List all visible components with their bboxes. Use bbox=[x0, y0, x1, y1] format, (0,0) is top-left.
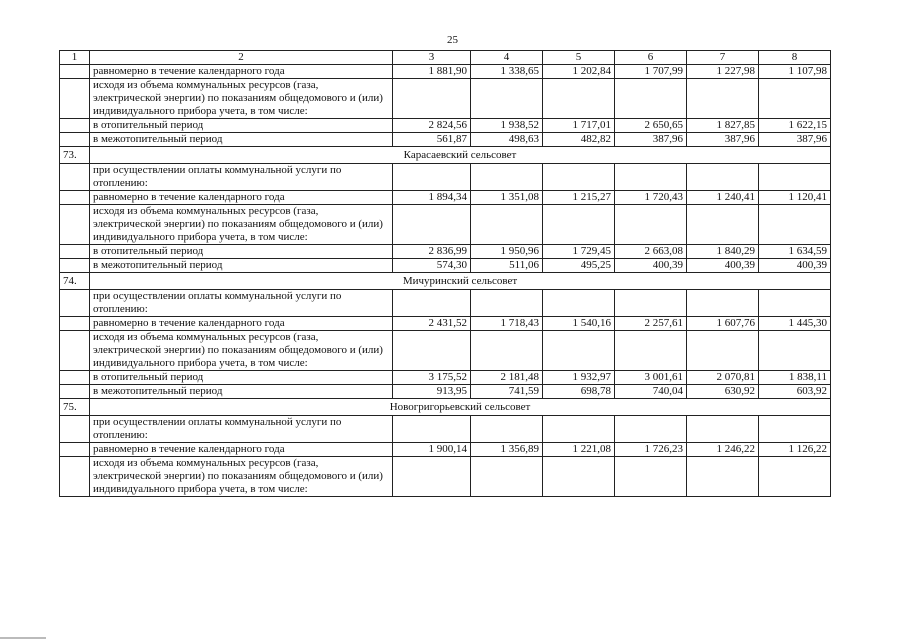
value-cell: 1 215,27 bbox=[543, 191, 615, 205]
value-cell bbox=[759, 457, 831, 497]
value-cell: 913,95 bbox=[393, 385, 471, 399]
value-cell bbox=[471, 416, 543, 443]
section-number: 73. bbox=[60, 147, 90, 164]
value-cell: 1 351,08 bbox=[471, 191, 543, 205]
table-row-description bbox=[60, 290, 831, 317]
row-number-cell bbox=[60, 259, 90, 273]
value-cell bbox=[543, 164, 615, 191]
row-number-cell bbox=[60, 133, 90, 147]
value-cell: 1 938,52 bbox=[471, 119, 543, 133]
section-row bbox=[60, 147, 831, 164]
value-cell bbox=[471, 331, 543, 371]
value-cell bbox=[615, 290, 687, 317]
table-row-description bbox=[60, 205, 831, 245]
value-cell: 741,59 bbox=[471, 385, 543, 399]
value-cell: 1 202,84 bbox=[543, 65, 615, 79]
value-cell: 603,92 bbox=[759, 385, 831, 399]
column-number: 6 bbox=[615, 51, 687, 65]
column-number: 7 bbox=[687, 51, 759, 65]
row-label: в отопительный период bbox=[90, 119, 393, 133]
value-cell: 1 900,14 bbox=[393, 443, 471, 457]
value-cell bbox=[687, 416, 759, 443]
row-number-cell bbox=[60, 317, 90, 331]
value-cell: 2 431,52 bbox=[393, 317, 471, 331]
row-number-cell bbox=[60, 205, 90, 245]
row-label: равномерно в течение календарного года bbox=[90, 317, 393, 331]
value-cell: 2 070,81 bbox=[687, 371, 759, 385]
value-cell bbox=[687, 290, 759, 317]
row-number-cell bbox=[60, 79, 90, 119]
value-cell: 630,92 bbox=[687, 385, 759, 399]
value-cell bbox=[471, 164, 543, 191]
value-cell bbox=[759, 164, 831, 191]
row-label: равномерно в течение календарного года bbox=[90, 443, 393, 457]
row-label: при осуществлении оплаты коммунальной услуги по отоплению: bbox=[90, 290, 393, 317]
value-cell: 495,25 bbox=[543, 259, 615, 273]
value-cell: 2 650,65 bbox=[615, 119, 687, 133]
row-number-cell bbox=[60, 65, 90, 79]
value-cell bbox=[687, 331, 759, 371]
value-cell: 1 729,45 bbox=[543, 245, 615, 259]
table-row bbox=[60, 119, 831, 133]
value-cell: 3 001,61 bbox=[615, 371, 687, 385]
row-label: при осуществлении оплаты коммунальной услуги по отоплению: bbox=[90, 164, 393, 191]
value-cell: 1 540,16 bbox=[543, 317, 615, 331]
value-cell: 1 227,98 bbox=[687, 65, 759, 79]
value-cell: 1 707,99 bbox=[615, 65, 687, 79]
value-cell bbox=[393, 79, 471, 119]
value-cell: 498,63 bbox=[471, 133, 543, 147]
value-cell bbox=[471, 290, 543, 317]
value-cell: 2 181,48 bbox=[471, 371, 543, 385]
value-cell: 1 120,41 bbox=[759, 191, 831, 205]
value-cell: 1 950,96 bbox=[471, 245, 543, 259]
row-label: равномерно в течение календарного года bbox=[90, 191, 393, 205]
column-number: 5 bbox=[543, 51, 615, 65]
value-cell bbox=[393, 164, 471, 191]
value-cell bbox=[393, 331, 471, 371]
section-title: Новогригорьевский сельсовет bbox=[90, 399, 831, 416]
section-row bbox=[60, 273, 831, 290]
row-label: в межотопительный период bbox=[90, 133, 393, 147]
value-cell: 1 726,23 bbox=[615, 443, 687, 457]
column-number: 8 bbox=[759, 51, 831, 65]
value-cell: 482,82 bbox=[543, 133, 615, 147]
table-row bbox=[60, 65, 831, 79]
column-number: 3 bbox=[393, 51, 471, 65]
value-cell: 1 881,90 bbox=[393, 65, 471, 79]
value-cell: 1 827,85 bbox=[687, 119, 759, 133]
value-cell bbox=[615, 205, 687, 245]
table-row-description bbox=[60, 416, 831, 443]
table-row bbox=[60, 259, 831, 273]
value-cell: 387,96 bbox=[759, 133, 831, 147]
row-number-cell bbox=[60, 385, 90, 399]
value-cell: 1 338,65 bbox=[471, 65, 543, 79]
row-number-cell bbox=[60, 191, 90, 205]
column-number: 2 bbox=[90, 51, 393, 65]
row-label: исходя из объема коммунальных ресурсов (газа, электрической энергии) по показаниям общедомового и (или) индивидуального прибора учета, в том числе: bbox=[90, 205, 393, 245]
value-cell: 1 126,22 bbox=[759, 443, 831, 457]
value-cell bbox=[615, 79, 687, 119]
value-cell bbox=[687, 79, 759, 119]
value-cell bbox=[759, 205, 831, 245]
value-cell: 1 356,89 bbox=[471, 443, 543, 457]
value-cell: 400,39 bbox=[615, 259, 687, 273]
value-cell bbox=[687, 205, 759, 245]
row-label: в межотопительный период bbox=[90, 259, 393, 273]
value-cell: 1 720,43 bbox=[615, 191, 687, 205]
value-cell bbox=[615, 331, 687, 371]
value-cell: 3 175,52 bbox=[393, 371, 471, 385]
value-cell: 2 663,08 bbox=[615, 245, 687, 259]
value-cell: 698,78 bbox=[543, 385, 615, 399]
value-cell: 1 240,41 bbox=[687, 191, 759, 205]
value-cell bbox=[471, 79, 543, 119]
value-cell: 400,39 bbox=[687, 259, 759, 273]
value-cell bbox=[759, 79, 831, 119]
table-row bbox=[60, 371, 831, 385]
value-cell: 2 257,61 bbox=[615, 317, 687, 331]
section-number: 75. bbox=[60, 399, 90, 416]
value-cell bbox=[543, 79, 615, 119]
value-cell: 1 838,11 bbox=[759, 371, 831, 385]
value-cell bbox=[687, 457, 759, 497]
value-cell bbox=[471, 205, 543, 245]
column-number: 4 bbox=[471, 51, 543, 65]
value-cell: 1 717,01 bbox=[543, 119, 615, 133]
section-number: 74. bbox=[60, 273, 90, 290]
value-cell: 1 622,15 bbox=[759, 119, 831, 133]
value-cell: 574,30 bbox=[393, 259, 471, 273]
row-label: исходя из объема коммунальных ресурсов (газа, электрической энергии) по показаниям общедомового и (или) индивидуального прибора учета, в том числе: bbox=[90, 457, 393, 497]
table-body bbox=[60, 51, 831, 497]
value-cell bbox=[393, 457, 471, 497]
value-cell: 1 246,22 bbox=[687, 443, 759, 457]
value-cell bbox=[393, 290, 471, 317]
row-label: в межотопительный период bbox=[90, 385, 393, 399]
value-cell bbox=[471, 457, 543, 497]
value-cell bbox=[393, 205, 471, 245]
row-label: исходя из объема коммунальных ресурсов (газа, электрической энергии) по показаниям общедомового и (или) индивидуального прибора учета, в том числе: bbox=[90, 331, 393, 371]
value-cell bbox=[615, 416, 687, 443]
value-cell: 387,96 bbox=[687, 133, 759, 147]
row-number-cell bbox=[60, 416, 90, 443]
scan-edge-mark bbox=[0, 637, 46, 639]
row-label: при осуществлении оплаты коммунальной услуги по отоплению: bbox=[90, 416, 393, 443]
value-cell bbox=[759, 416, 831, 443]
value-cell: 1 840,29 bbox=[687, 245, 759, 259]
value-cell: 1 221,08 bbox=[543, 443, 615, 457]
page-number: 25 bbox=[447, 34, 458, 46]
table-row bbox=[60, 191, 831, 205]
section-title: Мичуринский сельсовет bbox=[90, 273, 831, 290]
column-number-row bbox=[60, 51, 831, 65]
table-row bbox=[60, 133, 831, 147]
row-number-cell bbox=[60, 331, 90, 371]
value-cell: 740,04 bbox=[615, 385, 687, 399]
table-row bbox=[60, 317, 831, 331]
value-cell: 511,06 bbox=[471, 259, 543, 273]
row-label: в отопительный период bbox=[90, 245, 393, 259]
row-number-cell bbox=[60, 164, 90, 191]
row-number-cell bbox=[60, 457, 90, 497]
row-label: равномерно в течение календарного года bbox=[90, 65, 393, 79]
row-label: исходя из объема коммунальных ресурсов (газа, электрической энергии) по показаниям общедомового и (или) индивидуального прибора учета, в том числе: bbox=[90, 79, 393, 119]
column-number: 1 bbox=[60, 51, 90, 65]
value-cell: 1 894,34 bbox=[393, 191, 471, 205]
value-cell bbox=[543, 416, 615, 443]
value-cell bbox=[393, 416, 471, 443]
value-cell bbox=[759, 290, 831, 317]
row-label: в отопительный период bbox=[90, 371, 393, 385]
table-row bbox=[60, 443, 831, 457]
value-cell: 1 634,59 bbox=[759, 245, 831, 259]
value-cell: 1 107,98 bbox=[759, 65, 831, 79]
row-number-cell bbox=[60, 371, 90, 385]
tariff-table bbox=[59, 50, 831, 497]
value-cell bbox=[615, 457, 687, 497]
value-cell bbox=[615, 164, 687, 191]
value-cell: 2 824,56 bbox=[393, 119, 471, 133]
row-number-cell bbox=[60, 443, 90, 457]
value-cell: 400,39 bbox=[759, 259, 831, 273]
value-cell bbox=[759, 331, 831, 371]
table-row-description bbox=[60, 164, 831, 191]
table-row bbox=[60, 245, 831, 259]
table-row-description bbox=[60, 331, 831, 371]
row-number-cell bbox=[60, 119, 90, 133]
table-row-description bbox=[60, 79, 831, 119]
value-cell: 561,87 bbox=[393, 133, 471, 147]
value-cell: 1 445,30 bbox=[759, 317, 831, 331]
value-cell bbox=[543, 331, 615, 371]
table-row-description bbox=[60, 457, 831, 497]
section-row bbox=[60, 399, 831, 416]
value-cell bbox=[543, 205, 615, 245]
value-cell bbox=[543, 290, 615, 317]
value-cell: 1 607,76 bbox=[687, 317, 759, 331]
value-cell: 1 932,97 bbox=[543, 371, 615, 385]
value-cell bbox=[687, 164, 759, 191]
value-cell: 387,96 bbox=[615, 133, 687, 147]
table-row bbox=[60, 385, 831, 399]
value-cell: 1 718,43 bbox=[471, 317, 543, 331]
value-cell: 2 836,99 bbox=[393, 245, 471, 259]
section-title: Карасаевский сельсовет bbox=[90, 147, 831, 164]
row-number-cell bbox=[60, 245, 90, 259]
value-cell bbox=[543, 457, 615, 497]
row-number-cell bbox=[60, 290, 90, 317]
